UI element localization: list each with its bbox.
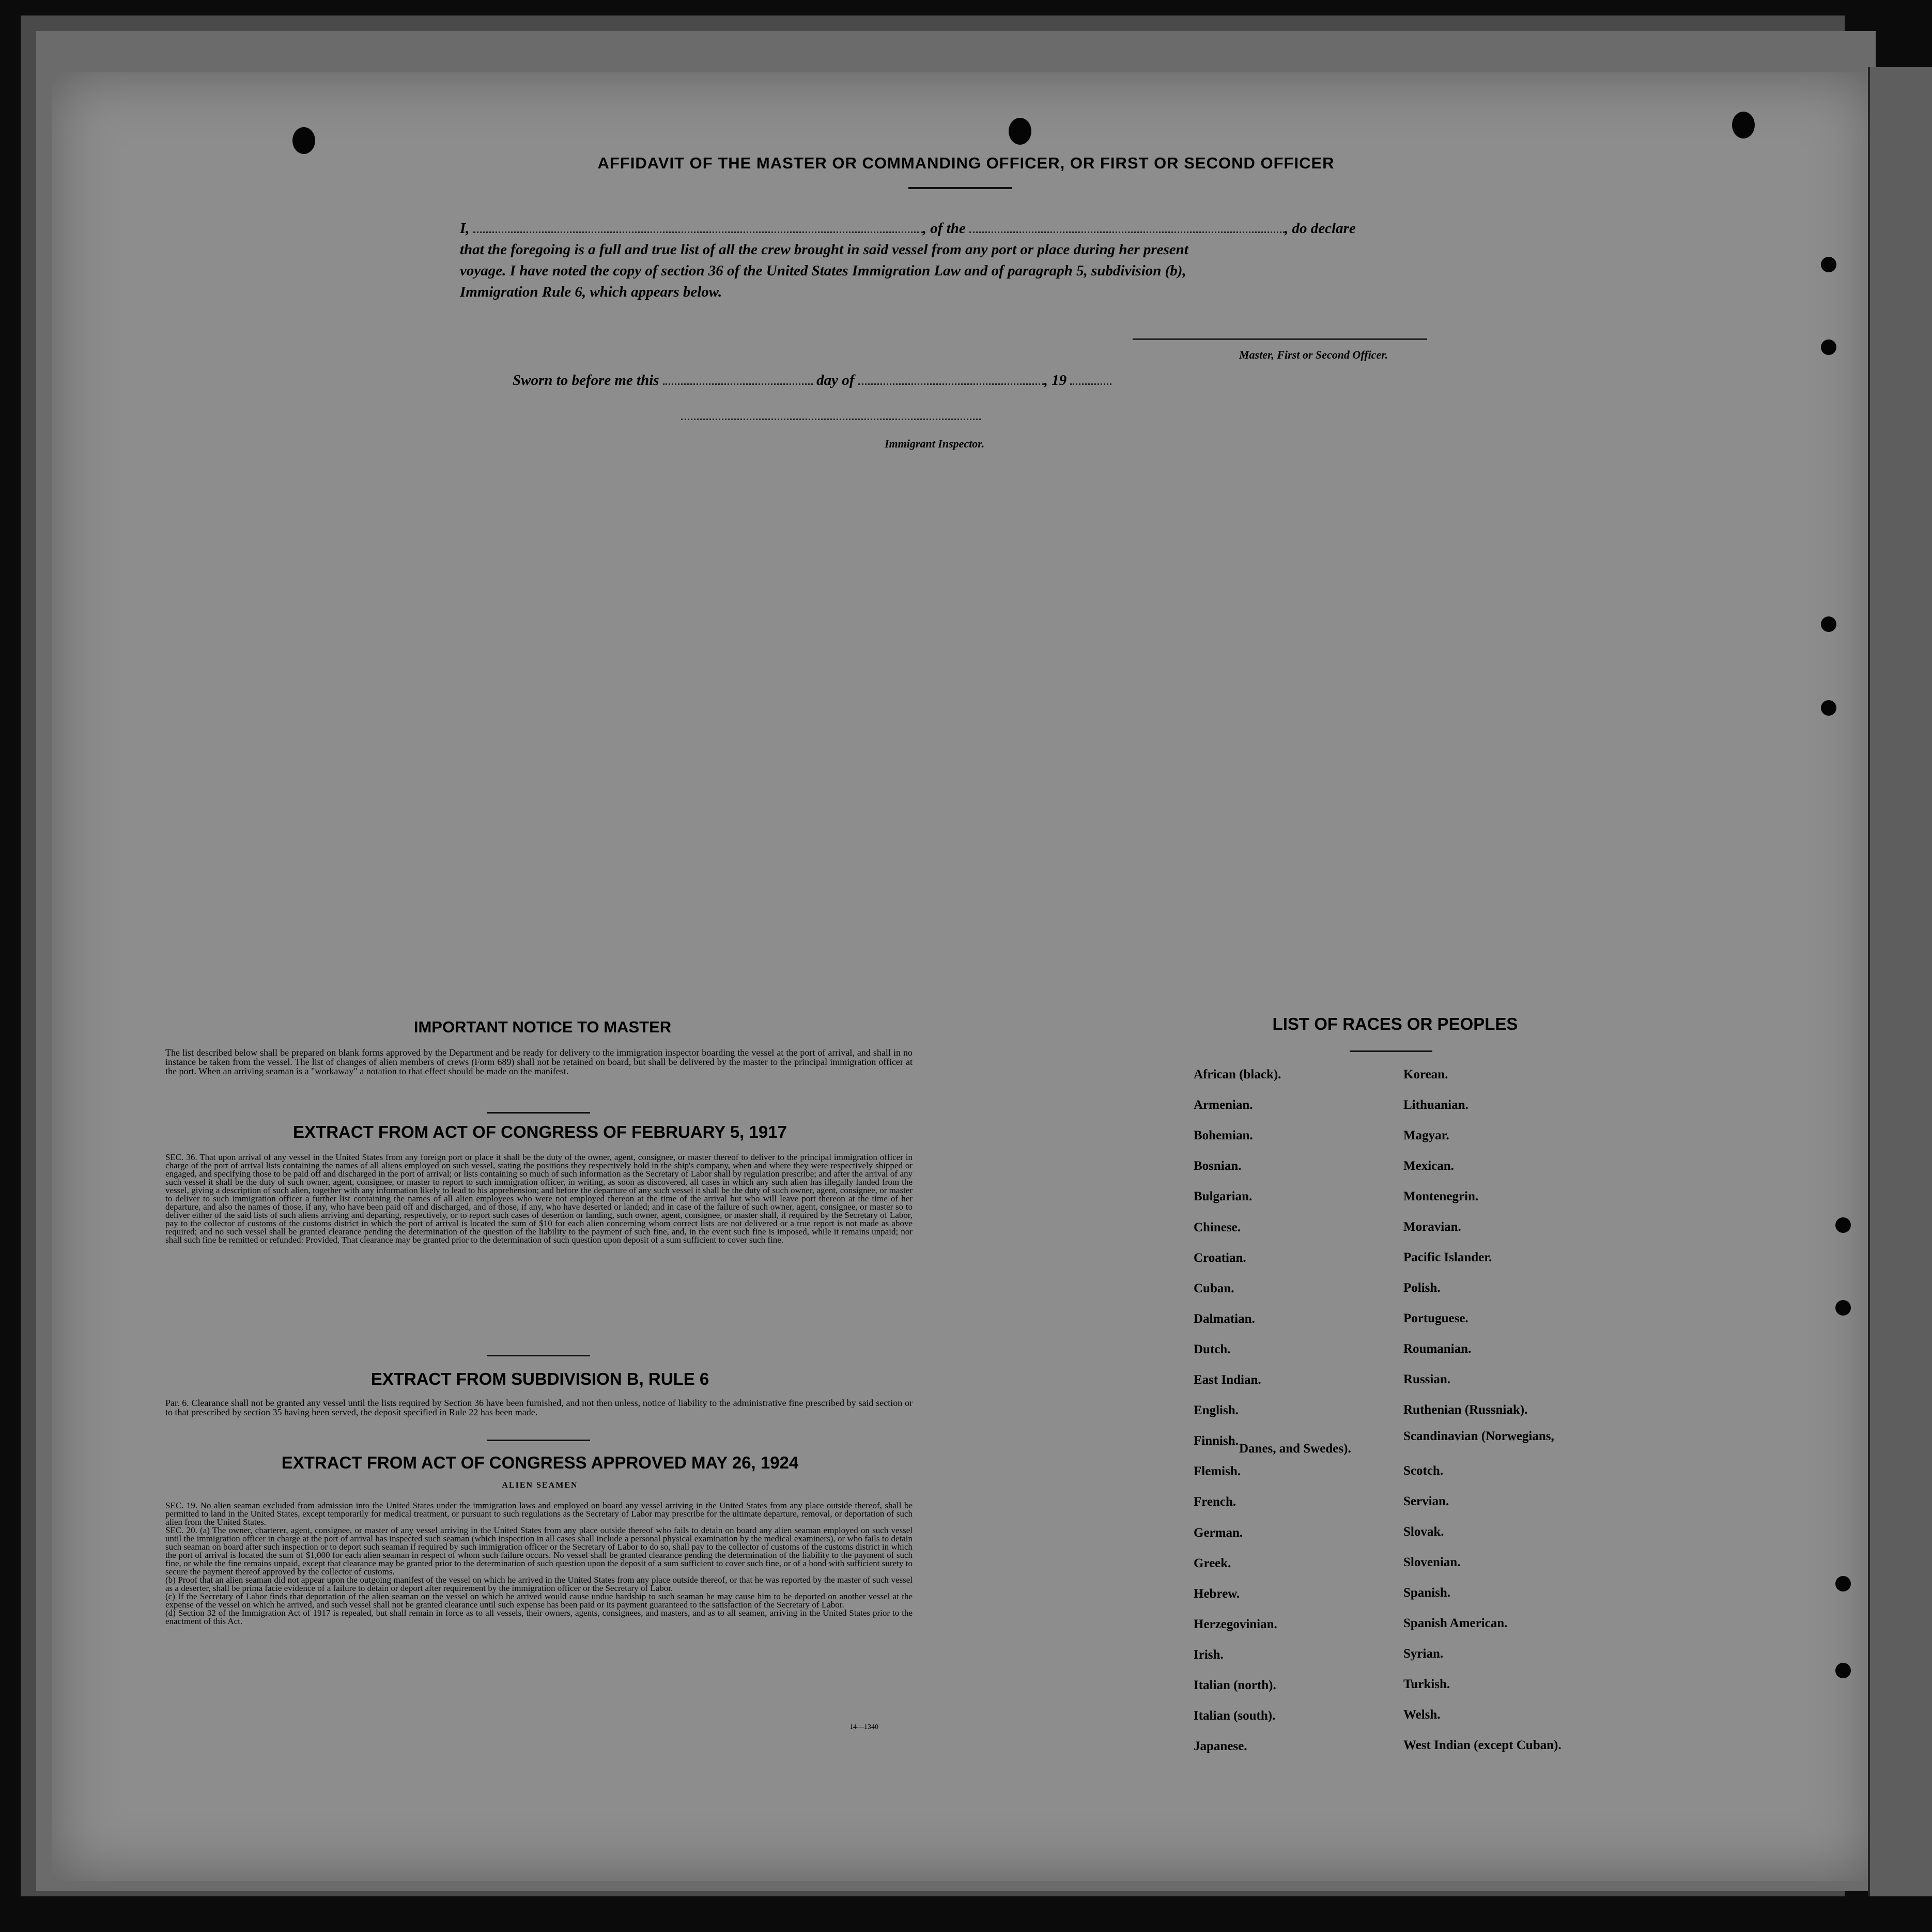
- sworn-date-field[interactable]: [663, 372, 813, 385]
- race-item: Finnish.: [1194, 1434, 1239, 1448]
- race-item: Italian (south).: [1194, 1709, 1276, 1723]
- race-item: French.: [1194, 1495, 1237, 1509]
- sec-20d-paragraph: (d) Section 32 of the Immigration Act of 1917 is repealed, but shall remain in force as to all vessels, their owners, agents, consignees, and masters, and as to all seamen, arriving in the United States prior to the enactment of this Act.: [165, 1608, 913, 1626]
- race-item: English.: [1194, 1403, 1239, 1418]
- master-signature-caption: Master, First or Second Officer.: [1239, 348, 1388, 361]
- race-item: Chinese.: [1194, 1220, 1241, 1234]
- race-item: African (black).: [1194, 1068, 1281, 1081]
- race-item: Mexican.: [1403, 1159, 1454, 1173]
- extract-1924-title: EXTRACT FROM ACT OF CONGRESS APPROVED MAY 26, 1924: [281, 1453, 799, 1472]
- race-item: Ruthenian (Russniak).: [1403, 1403, 1528, 1417]
- affidavit-do-declare: , do declare: [1285, 220, 1356, 237]
- race-item: Japanese.: [1194, 1739, 1247, 1754]
- name-field[interactable]: [473, 220, 923, 233]
- extract-1917-rule: [487, 1355, 590, 1356]
- race-item: Polish.: [1403, 1281, 1441, 1295]
- race-item: Pacific Islander.: [1403, 1250, 1492, 1264]
- punch-hole-icon: [1009, 118, 1031, 145]
- race-item: Moravian.: [1403, 1220, 1461, 1234]
- form-number: 14—1340: [849, 1723, 878, 1731]
- notice-rule: [487, 1112, 590, 1114]
- alien-seamen-subhead: ALIEN SEAMEN: [502, 1481, 578, 1490]
- race-item: Portuguese.: [1403, 1311, 1469, 1325]
- race-item: Bosnian.: [1194, 1159, 1242, 1173]
- punch-hole-icon: [1821, 700, 1836, 716]
- race-item: East Indian.: [1194, 1373, 1261, 1387]
- punch-hole-icon: [1821, 257, 1836, 272]
- sworn-label: Sworn to before me this: [513, 372, 659, 389]
- rule6-title: EXTRACT FROM SUBDIVISION B, RULE 6: [370, 1369, 709, 1388]
- race-item: Cuban.: [1194, 1281, 1234, 1295]
- race-item: Turkish.: [1403, 1677, 1450, 1691]
- rule6-text: Par. 6. Clearance shall not be granted any vessel until the lists required by Section 36 have been furnished, and not then unless, notice of liability to the administrative fine prescribed by said section or to that prescribed by section 35 having been served, the deposit specified in Rule 22 has been made.: [165, 1398, 913, 1417]
- sec-20b-paragraph: (b) Proof that an alien seaman did not appear upon the outgoing manifest of the vessel on which he arrived in the United States from any place outside thereof, or that he was reported by the master of such vessel as a deserter, shall be prima facie evidence of a failure to detain or deport after requirement by the immigration officer or the Secretary of Labor.: [165, 1575, 913, 1593]
- punch-hole-icon: [1835, 1300, 1851, 1316]
- sworn-year-field[interactable]: [1070, 372, 1111, 385]
- race-item: Flemish.: [1194, 1464, 1241, 1479]
- year-label: , 19: [1044, 372, 1067, 389]
- extract-1917-text: SEC. 36. That upon arrival of any vessel in the United States from any foreign port or place it shall be the duty of the owner, agent, consignee, or master thereof to deliver to the principal immigration officer in charge of the port of arrival lists containing the names of all aliens employed on such vessel, stating the positions they respectively hold in the ship's company, when and where they were respectively shipped or engaged, and specifying those to be paid off and discharged in the port of arrival; or lists containing so much of such information as the Secretary of Labor shall by regulation prescribe; and after the arrival of any such vessel it shall be the duty of such owner, agent, consignee, or master to report to such immigration officer, in writing, as soon as discovered, all cases in which any such alien has illegally landed from the vessel, giving a description of such alien, together with any information likely to lead to his apprehension; and before the departure of any such vessel it shall be the duty of such owner, agent, consignee, or master to deliver to such immigration officer a further list containing the names of all alien employees who were not employed thereon at the time of the arrival but who will leave port thereon at the time of her departure, and also the names of those, if any, who have been paid off and discharged, and of those, if any, who have deserted or landed; and in case of the failure of such owner, agent, consignee, or master so to deliver either of the said lists of such aliens arriving and departing, respectively, or to report such cases of desertion or landing, such owner, agent, consignee, or master shall, if required by the Secretary of Labor, pay to the collector of customs of the customs district in which the port of arrival is located the sum of $10 for each alien concerning whom correct lists are not delivered or a true report is not made as above required; and no such vessel shall be granted clearance pending the determination of the question of the liability to the payment of such fine, and, in the event such fine is imposed, while it remains unpaid; nor shall such fine be remitted or refunded: Provided, That clearance may be granted prior to the determination of such question upon deposit of a sum sufficient to cover such fine.: [165, 1152, 913, 1245]
- race-item: Scandinavian (Norwegians,: [1403, 1429, 1554, 1443]
- day-of-label: day of: [816, 372, 855, 389]
- race-item: Bulgarian.: [1194, 1189, 1253, 1204]
- sworn-line: [513, 372, 1111, 389]
- race-item: Scotch.: [1403, 1464, 1444, 1478]
- extract-1924-text: [165, 1502, 913, 1626]
- affidavit-body: [460, 218, 1473, 303]
- race-item: Greek.: [1194, 1556, 1231, 1570]
- punch-hole-icon: [1835, 1576, 1851, 1591]
- race-item: Syrian.: [1403, 1647, 1444, 1661]
- affidavit-line-4: Immigration Rule 6, which appears below.: [460, 284, 722, 300]
- affidavit-of-the: , of the: [922, 220, 966, 237]
- page-edge-strip: [1868, 67, 1932, 1896]
- race-item: Danes, and Swedes).: [1239, 1442, 1351, 1456]
- race-item: German.: [1194, 1525, 1243, 1540]
- punch-hole-icon: [1821, 339, 1836, 355]
- races-title: LIST OF RACES OR PEOPLES: [1272, 1014, 1518, 1033]
- sec-20c-paragraph: (c) If the Secretary of Labor finds that deportation of the alien seaman on the vessel on which he arrived would cause undue hardship to such seaman he may cause him to be deported on another vessel at the expense of the vessel on which he arrived, and such vessel shall not be granted clearance until such expense has been paid or its payment guaranteed to the satisfaction of the Secretary of Labor.: [165, 1591, 913, 1610]
- affidavit-line-3: voyage. I have noted the copy of section 36 of the United States Immigration Law and of paragraph 5, subdivision (b),: [460, 262, 1186, 279]
- notice-text: The list described below shall be prepared on blank forms approved by the Department and be ready for delivery to the immigration inspector boarding the vessel at the port of arrival, and shall in no instance be taken from the vessel. The list of changes of alien members of crews (Form 689) shall not be retained on board, but shall be delivered by the master to the principal immigration officer at the port. When an arriving seaman is a "workaway" a notation to that effect should be made on the manifest.: [165, 1047, 913, 1076]
- punch-hole-icon: [1835, 1217, 1851, 1233]
- inspector-caption: Immigrant Inspector.: [885, 437, 985, 450]
- race-item: Dalmatian.: [1194, 1311, 1255, 1326]
- race-item: Spanish American.: [1403, 1616, 1508, 1630]
- notice-title: IMPORTANT NOTICE TO MASTER: [413, 1018, 672, 1036]
- race-item: Russian.: [1403, 1372, 1451, 1386]
- race-item: Spanish.: [1403, 1586, 1451, 1600]
- race-item: Magyar.: [1403, 1129, 1449, 1142]
- extract-1917-title: EXTRACT FROM ACT OF CONGRESS OF FEBRUARY 5, 1917: [293, 1122, 787, 1141]
- races-rule: [1350, 1050, 1432, 1052]
- affidavit-i: I,: [460, 220, 470, 237]
- vessel-field[interactable]: [969, 220, 1285, 233]
- punch-hole-icon: [1821, 616, 1836, 632]
- race-item: Slovak.: [1403, 1525, 1444, 1539]
- sec-20a-paragraph: SEC. 20. (a) The owner, charterer, agent, consignee, or master of any vessel arriving in the United States from any place outside thereof who fails to detain on board any alien seaman employed on such vessel until the immigration officer in charge at the port of arrival has inspected such seaman (which inspection in all cases shall include a personal physical examination by the medical examiners), or who fails to detain such seaman on board after such inspection or to deport such seaman if required by such immigration officer or the Secretary of Labor to do so, shall pay to the collector of customs of the customs district in which the port of arrival is located the sum of $1,000 for each alien seaman in respect of whom such failure occurs. No vessel shall be granted clearance pending the determination of the liability to the payment of such fine, or while the fine remains unpaid, except that clearance may be granted prior to the determination of such question upon the deposit of a sum sufficient to cover such fine, or of a bond with sufficient surety to secure the payment thereof approved by the collector of customs.: [165, 1525, 913, 1576]
- race-item: Slovenian.: [1403, 1555, 1461, 1569]
- race-item: Korean.: [1403, 1068, 1448, 1081]
- race-item: Herzegovinian.: [1194, 1617, 1277, 1631]
- race-item: Montenegrin.: [1403, 1189, 1479, 1203]
- race-item: Lithuanian.: [1403, 1098, 1469, 1112]
- master-signature-line[interactable]: [1133, 338, 1427, 340]
- punch-hole-icon: [292, 127, 315, 154]
- race-item: Welsh.: [1403, 1708, 1441, 1722]
- inspector-signature-line[interactable]: [681, 419, 981, 420]
- sec-19-paragraph: SEC. 19. No alien seaman excluded from admission into the United States under the immigration laws and employed on board any vessel arriving in the United States from any place outside thereof, shall be permitted to land in the United States, except temporarily for medical treatment, or pursuant to such regulations as the Secretary of Labor may prescribe for the ultimate departure, removal, or deportation of such alien from the United States.: [165, 1501, 913, 1527]
- race-item: West Indian (except Cuban).: [1403, 1738, 1562, 1752]
- title-rule: [908, 187, 1012, 189]
- race-item: Bohemian.: [1194, 1129, 1253, 1143]
- race-item: Italian (north).: [1194, 1678, 1276, 1692]
- affidavit-title: AFFIDAVIT OF THE MASTER OR COMMANDING OFFICER, OR FIRST OR SECOND OFFICER: [597, 154, 1335, 172]
- race-item: Servian.: [1403, 1494, 1449, 1508]
- rule6-rule: [487, 1440, 590, 1441]
- punch-hole-icon: [1835, 1663, 1851, 1678]
- race-item: Roumanian.: [1403, 1342, 1472, 1356]
- race-item: Dutch.: [1194, 1342, 1231, 1356]
- declaration-line: [460, 218, 1473, 239]
- affidavit-line-2: that the foregoing is a full and true list of all the crew brought in said vessel from any port or place during her present: [460, 241, 1188, 258]
- race-item: Hebrew.: [1194, 1586, 1240, 1601]
- punch-hole-icon: [1732, 112, 1755, 138]
- race-item: Croatian.: [1194, 1250, 1246, 1265]
- race-item: Irish.: [1194, 1647, 1224, 1662]
- race-item: Armenian.: [1194, 1098, 1253, 1112]
- sworn-month-field[interactable]: [858, 372, 1044, 385]
